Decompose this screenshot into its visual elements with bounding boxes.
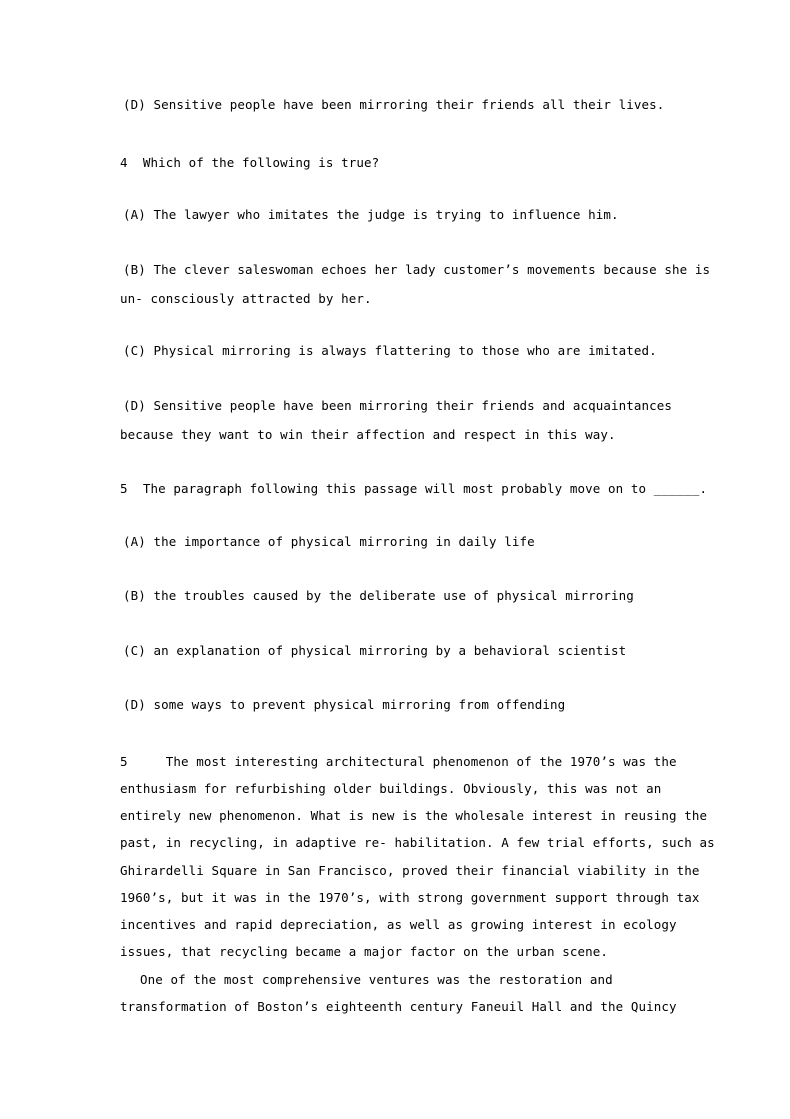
q3-option-d: (D) Sensitive people have been mirroring their friends all their lives.: [123, 97, 665, 112]
q4-option-b-line2: un- consciously attracted by her.: [120, 291, 372, 306]
q5-option-b: (B) the troubles caused by the deliberate use of physical mirroring: [123, 588, 634, 603]
q4-option-d-line2: because they want to win their affection and respect in this way.: [120, 427, 616, 442]
q4-option-c: (C) Physical mirroring is always flattering to those who are imitated.: [123, 343, 657, 358]
q5-option-d: (D) some ways to prevent physical mirroring from offending: [123, 697, 566, 712]
q4-option-a: (A) The lawyer who imitates the judge is trying to influence him.: [123, 207, 619, 222]
passage-line: Ghirardelli Square in San Francisco, proved their financial viability in the: [120, 863, 700, 878]
q4-option-d-line1: (D) Sensitive people have been mirroring their friends and acquaintances: [123, 398, 673, 413]
q4-question: 4 Which of the following is true?: [120, 155, 380, 170]
passage-line: past, in recycling, in adaptive re- habilitation. A few trial efforts, such as: [120, 835, 715, 850]
passage-line: transformation of Boston’s eighteenth century Faneuil Hall and the Quincy: [120, 999, 677, 1014]
passage-line: 5 The most interesting architectural phenomenon of the 1970’s was the: [120, 754, 677, 769]
passage-line: enthusiasm for refurbishing older buildings. Obviously, this was not an: [120, 781, 662, 796]
q5-question: 5 The paragraph following this passage will most probably move on to ______.: [120, 481, 708, 496]
passage-line: One of the most comprehensive ventures was the restoration and: [140, 972, 613, 987]
q4-option-b-line1: (B) The clever saleswoman echoes her lady customer’s movements because she is: [123, 262, 711, 277]
passage-line: incentives and rapid depreciation, as well as growing interest in ecology: [120, 917, 677, 932]
q5-option-a: (A) the importance of physical mirroring in daily life: [123, 534, 535, 549]
q5-option-c: (C) an explanation of physical mirroring by a behavioral scientist: [123, 643, 627, 658]
passage-line: 1960’s, but it was in the 1970’s, with strong government support through tax: [120, 890, 700, 905]
passage-line: entirely new phenomenon. What is new is the wholesale interest in reusing the: [120, 808, 708, 823]
passage-line: issues, that recycling became a major factor on the urban scene.: [120, 944, 609, 959]
